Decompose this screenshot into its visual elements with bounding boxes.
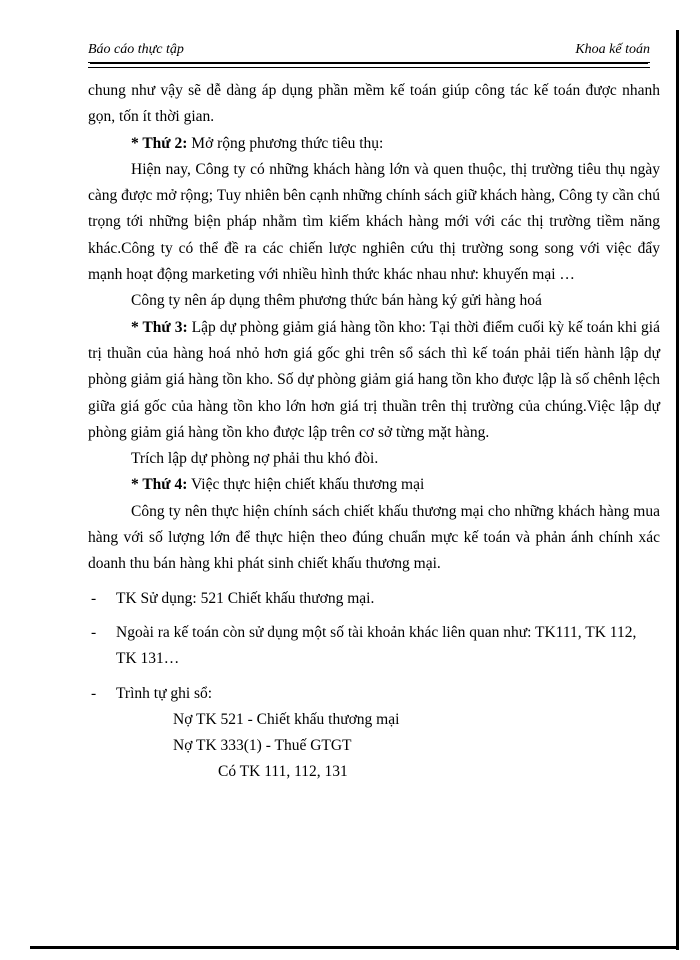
journal-entry-debit-3331: Nợ TK 333(1) - Thuế GTGT <box>173 737 352 755</box>
heading-thu-2-text: Mở rộng phương thức tiêu thụ: <box>187 134 384 152</box>
page-border-right <box>676 30 679 950</box>
document-body <box>88 78 660 786</box>
heading-thu-4-label: * Thứ 4: <box>131 476 188 494</box>
dash-marker: - <box>91 623 97 641</box>
header-report-title: Báo cáo thực tập <box>88 42 184 57</box>
list-item-text: Ngoài ra kế toán còn sử dụng một số tài khoản khác liên quan như: TK111, TK 112, TK 131… <box>116 623 637 668</box>
header-department: Khoa kế toán <box>575 42 650 57</box>
heading-thu-3-label: * Thứ 3: <box>131 318 188 336</box>
journal-entry-credit: Có TK 111, 112, 131 <box>218 763 348 781</box>
heading-thu-3-text: Lập dự phòng giảm giá hàng tồn kho: Tại thời điểm cuối kỳ kế toán khi giá trị thuần của hàng hoá nhỏ hơn giá gốc ghi trên sổ sách thì kế toán phải tiến hành lập dự phòng giảm giá hàng tồn kho. Số dự phòng giảm giá hang tồn kho được lập là số chênh lệch giữa giá gốc của hàng tồn kho lớn hơn giá trị thuần trên thị trường của chúng.Việc lập dự phòng giảm giá hàng tồn kho được lập trên cơ sở từng mặt hàng. <box>88 318 660 441</box>
list-item-text: TK Sử dụng: 521 Chiết khấu thương mại. <box>116 589 375 607</box>
journal-entry-debit-521: Nợ TK 521 - Chiết khấu thương mại <box>173 710 400 728</box>
paragraph-bad-debt: Trích lập dự phòng nợ phải thu khó đòi. <box>131 450 379 468</box>
dash-marker: - <box>91 589 97 607</box>
paragraph-trade-discount: Công ty nên thực hiện chính sách chiết khấu thương mại cho những khách hàng mua hàng với số lượng lớn để thực hiện theo đúng chuẩn mực kế toán và phản ánh chính xác doanh thu bán hàng khi phát sinh chiết khấu thương mại. <box>88 502 660 573</box>
page-header <box>88 40 650 63</box>
heading-thu-2 <box>88 131 660 157</box>
paragraph-continuation: chung như vậy sẽ dễ dàng áp dụng phần mềm kế toán giúp công tác kế toán được nhanh gọn, tốn ít thời gian. <box>88 82 660 126</box>
heading-thu-4 <box>88 472 660 498</box>
list-item <box>88 620 660 673</box>
heading-thu-3 <box>88 315 660 446</box>
list-item <box>88 586 660 612</box>
heading-thu-2-label: * Thứ 2: <box>131 134 188 152</box>
heading-thu-4-text: Việc thực hiện chiết khấu thương mại <box>187 476 425 494</box>
dash-marker: - <box>91 684 97 702</box>
paragraph-consignment: Công ty nên áp dụng thêm phương thức bán hàng ký gửi hàng hoá <box>131 292 542 310</box>
page-border-bottom <box>30 946 679 949</box>
list-item-text: Trình tự ghi sổ: <box>116 684 213 702</box>
paragraph-market-expansion: Hiện nay, Công ty có những khách hàng lớn và quen thuộc, thị trường tiêu thụ ngày càng được mở rộng; Tuy nhiên bên cạnh những chính sách giữ khách hàng, Công ty cần chú trọng tới những biện pháp nhằm tìm kiếm khách hàng mới với các thị trường tiềm năng khác.Công ty có thể đề ra các chiến lược nghiên cứu thị trường song song với việc đẩy mạnh hoạt động marketing với nhiều hình thức khác nhau như: khuyến mại … <box>88 160 660 284</box>
list-item <box>88 681 660 707</box>
